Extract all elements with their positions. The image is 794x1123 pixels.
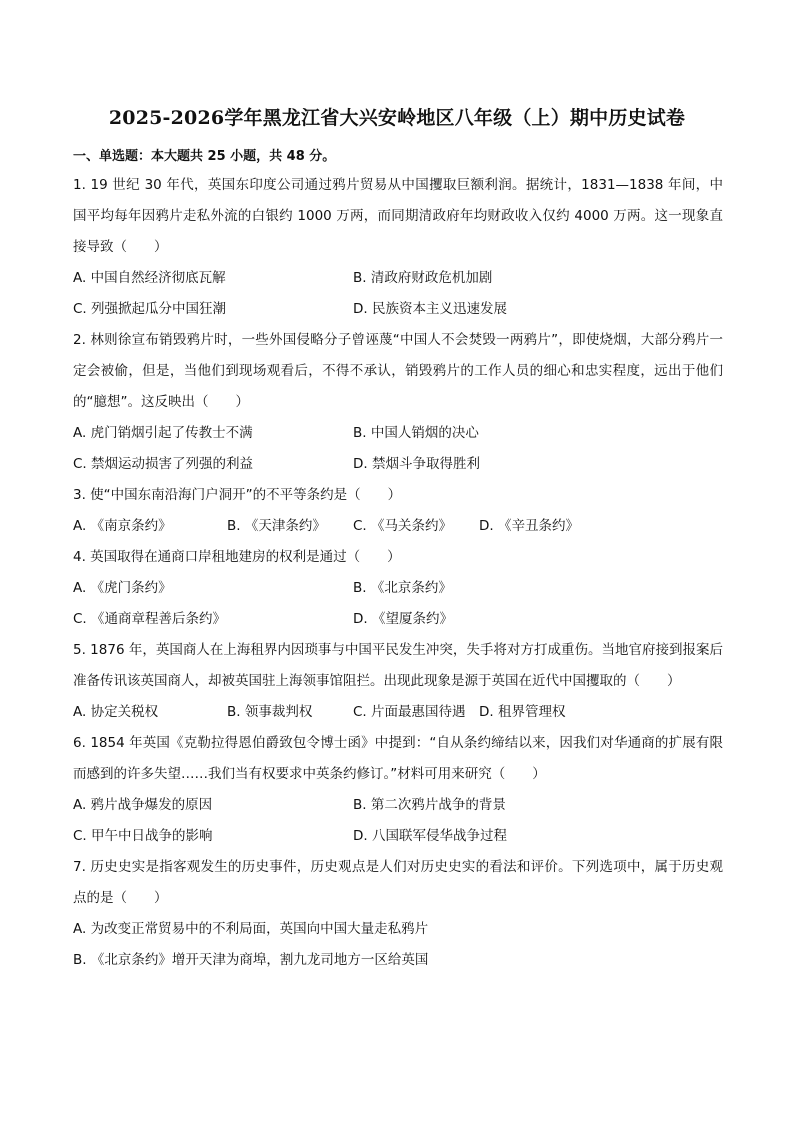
option-a: A. 《虎门条约》	[73, 580, 172, 596]
question-3	[73, 480, 723, 542]
question-2	[73, 325, 723, 480]
page-title: 2025-2026学年黑龙江省大兴安岭地区八年级（上）期中历史试卷	[108, 107, 686, 129]
question-options	[73, 511, 723, 542]
option-c: C. 《通商章程善后条约》	[73, 611, 227, 627]
option-a: A. 鸦片战争爆发的原因	[73, 797, 213, 813]
question-stem: 3. 使“中国东南沿海门户洞开”的不平等条约是（ ）	[73, 487, 402, 503]
option-b: B. 清政府财政危机加剧	[353, 270, 493, 286]
question-stem: 4. 英国取得在通商口岸租地建房的权利是通过（ ）	[73, 549, 401, 565]
option-b: B. 《北京条约》	[353, 580, 452, 596]
question-4	[73, 542, 723, 635]
question-stem: 7. 历史史实是指客观发生的历史事件，历史观点是人们对历史史实的看法和评价。下列选项中，属于历史观点的是（ ）	[73, 859, 723, 906]
option-b: B. 《天津条约》	[227, 518, 326, 534]
option-a: A. 虎门销烟引起了传教士不满	[73, 425, 253, 441]
question-stem: 5. 1876 年，英国商人在上海租界内因琐事与中国平民发生冲突，失手将对方打成重伤。当地官府接到报案后准备传讯该英国商人，却被英国驻上海领事馆阻拦。出现此现象是源于英国在近代中国攫取的（ ）	[73, 642, 723, 689]
option-b: B. 领事裁判权	[227, 704, 313, 720]
option-c: C. 《马关条约》	[353, 518, 453, 534]
question-1	[73, 170, 723, 325]
option-d: D. 八国联军侵华战争过程	[353, 828, 507, 844]
question-7	[73, 852, 723, 976]
question-5	[73, 635, 723, 728]
question-stem: 1. 19 世纪 30 年代，英国东印度公司通过鸦片贸易从中国攫取巨额利润。据统计，1831—1838 年间，中国平均每年因鸦片走私外流的白银约 1000 万两，而同期清政府年均财政收入仅约 4000 万两。这一现象直接导致（ ）	[73, 177, 723, 255]
question-stem: 2. 林则徐宣布销毁鸦片时，一些外国侵略分子曾诬蔑“中国人不会焚毁一两鸦片”，即使烧烟，大部分鸦片一定会被偷，但是，当他们到现场观看后，不得不承认，销毁鸦片的工作人员的细心和忠实程度，远出于他们的“臆想”。这反映出（ ）	[73, 332, 723, 410]
option-d: D. 《望厦条约》	[353, 611, 453, 627]
question-options	[73, 914, 723, 976]
option-a: A. 为改变正常贸易中的不利局面，英国向中国大量走私鸦片	[73, 921, 429, 937]
option-c: C. 甲午中日战争的影响	[73, 828, 213, 844]
option-b: B. 《北京条约》增开天津为商埠，割九龙司地方一区给英国	[73, 952, 429, 968]
question-options	[73, 697, 723, 728]
question-stem: 6. 1854 年英国《克勒拉得恩伯爵致包令博士函》中提到：“自从条约缔结以来，因我们对华通商的扩展有限而感到的许多失望……我们当有权要求中英条约修订。”材料可用来研究（ ）	[73, 735, 723, 782]
section-heading: 一、单选题：本大题共 25 小题，共 48 分。	[73, 149, 336, 164]
option-a: A. 协定关税权	[73, 704, 159, 720]
option-d: D. 民族资本主义迅速发展	[353, 301, 507, 317]
option-d: D. 租界管理权	[479, 704, 566, 720]
option-b: B. 第二次鸦片战争的背景	[353, 797, 506, 813]
option-c: C. 片面最惠国待遇	[353, 704, 466, 720]
question-options	[73, 418, 723, 480]
option-a: A. 《南京条约》	[73, 518, 172, 534]
question-6	[73, 728, 723, 852]
question-options	[73, 573, 723, 635]
option-c: C. 禁烟运动损害了列强的利益	[73, 456, 254, 472]
option-c: C. 列强掀起瓜分中国狂潮	[73, 301, 227, 317]
question-options	[73, 790, 723, 852]
option-b: B. 中国人销烟的决心	[353, 425, 479, 441]
question-options	[73, 263, 723, 325]
questions-list	[73, 170, 723, 976]
option-d: D. 《辛丑条约》	[479, 518, 579, 534]
option-d: D. 禁烟斗争取得胜利	[353, 456, 480, 472]
option-a: A. 中国自然经济彻底瓦解	[73, 270, 226, 286]
